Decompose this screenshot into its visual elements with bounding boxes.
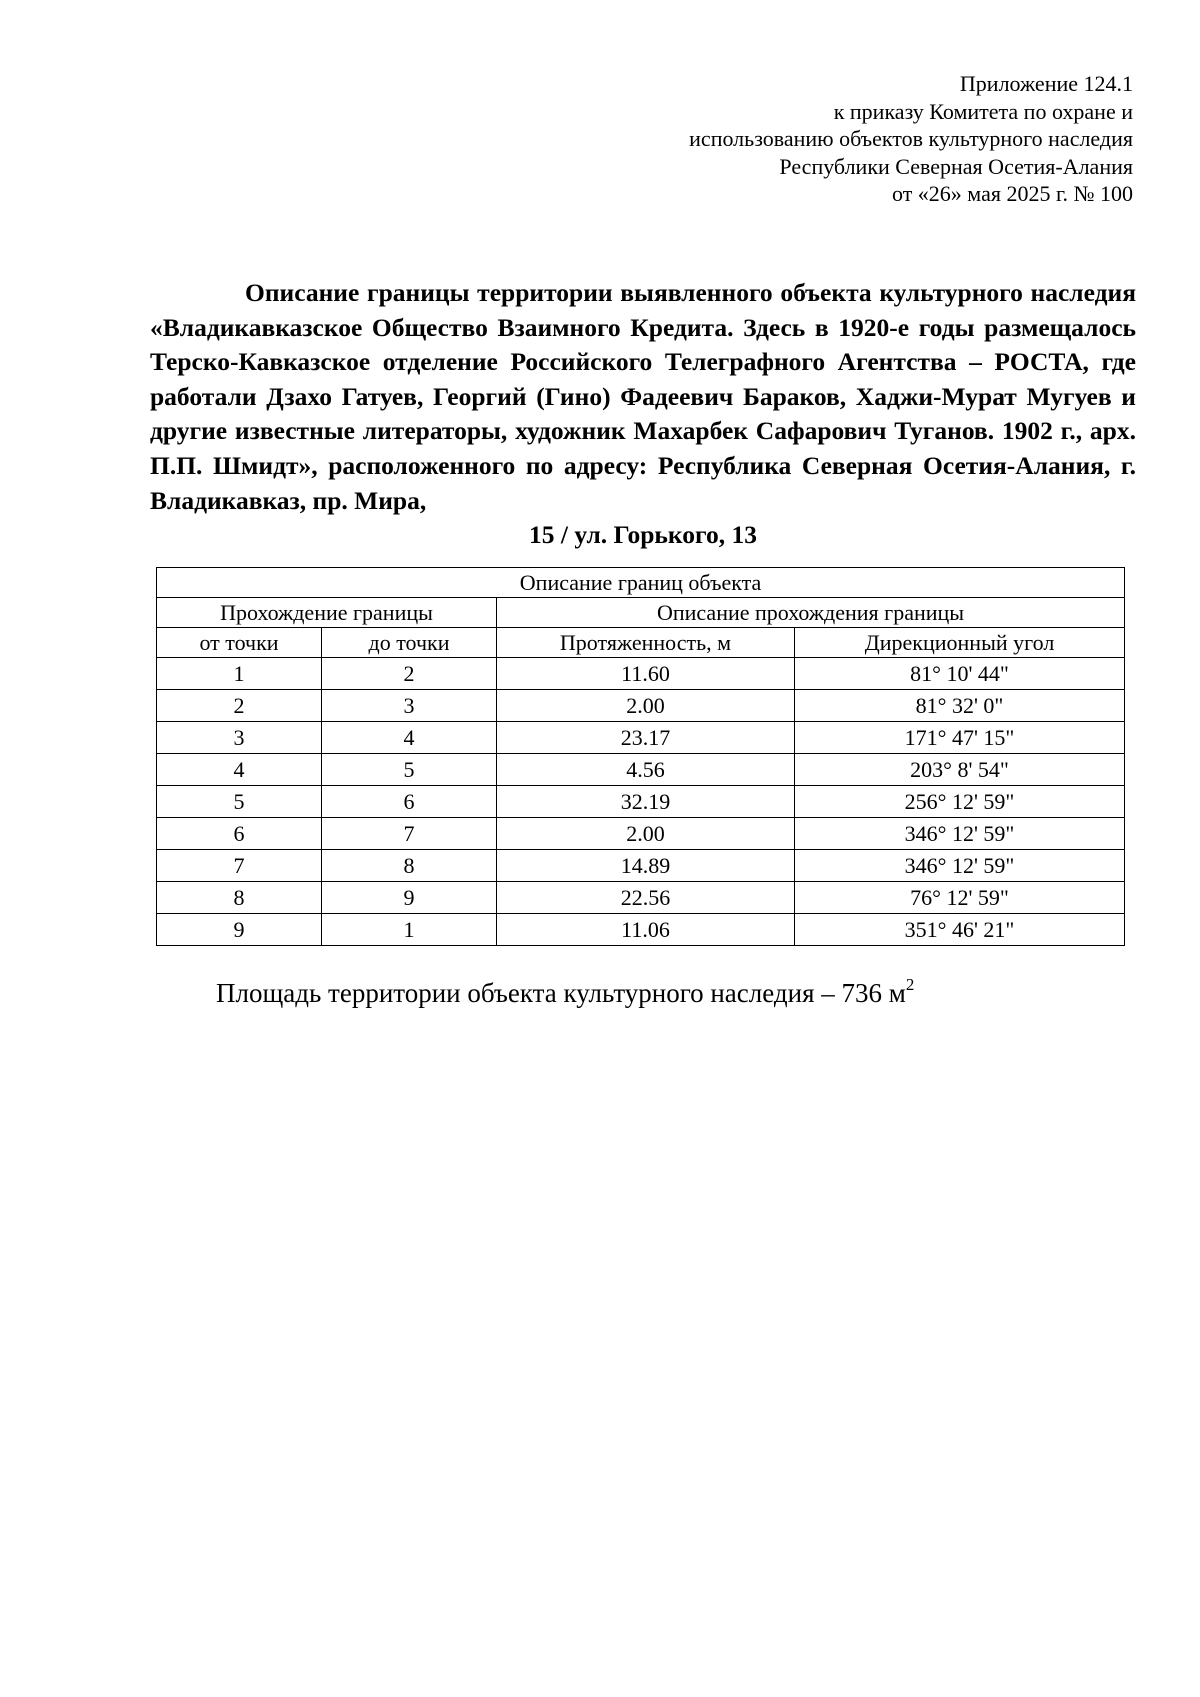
cell-length: 32.19: [497, 786, 795, 818]
cell-to: 3: [322, 690, 497, 722]
column-header-to: до точки: [322, 628, 497, 658]
cell-from: 4: [157, 754, 322, 786]
cell-angle: 171° 47' 15": [795, 722, 1125, 754]
cell-from: 3: [157, 722, 322, 754]
area-text: Площадь территории объекта культурного наследия – 736 м: [216, 978, 906, 1008]
table-group-header: Описание прохождения границы: [497, 598, 1125, 628]
table-row: [157, 690, 1125, 722]
cell-from: 1: [157, 658, 322, 690]
table-row: [157, 722, 1125, 754]
cell-length: 2.00: [497, 818, 795, 850]
cell-from: 7: [157, 850, 322, 882]
cell-angle: 203° 8' 54": [795, 754, 1125, 786]
title-last-line: 15 / ул. Горького, 13: [529, 520, 757, 550]
document-title: [150, 276, 1136, 553]
header-line: Приложение 124.1: [959, 71, 1133, 96]
table-row: [157, 786, 1125, 818]
header-line: от «26» мая 2025 г. № 100: [891, 181, 1133, 206]
cell-length: 2.00: [497, 690, 795, 722]
table-row: [157, 850, 1125, 882]
cell-angle: 81° 32' 0": [795, 690, 1125, 722]
header-line: Республики Северная Осетия-Алания: [779, 153, 1133, 179]
header-line: использованию объектов культурного наследия: [689, 126, 1133, 151]
cell-from: 2: [157, 690, 322, 722]
cell-to: 1: [322, 914, 497, 946]
table-group-header: Прохождение границы: [157, 598, 497, 628]
cell-to: 2: [322, 658, 497, 690]
cell-from: 5: [157, 786, 322, 818]
cell-to: 9: [322, 882, 497, 914]
cell-to: 8: [322, 850, 497, 882]
area-unit-superscript: 2: [905, 975, 915, 994]
column-header-from: от точки: [157, 628, 322, 658]
cell-angle: 346° 12' 59": [795, 818, 1125, 850]
cell-length: 22.56: [497, 882, 795, 914]
column-header-angle: Дирекционный угол: [795, 628, 1125, 658]
cell-from: 8: [157, 882, 322, 914]
cell-length: 11.60: [497, 658, 795, 690]
cell-angle: 351° 46' 21": [795, 914, 1125, 946]
cell-length: 14.89: [497, 850, 795, 882]
cell-from: 6: [157, 818, 322, 850]
table-caption: Описание границ объекта: [157, 568, 1125, 598]
cell-length: 23.17: [497, 722, 795, 754]
table-row: [157, 818, 1125, 850]
cell-angle: 81° 10' 44": [795, 658, 1125, 690]
table-row: [157, 882, 1125, 914]
boundary-table: [156, 567, 1125, 946]
table-row: [157, 914, 1125, 946]
area-statement: [216, 976, 914, 1010]
cell-angle: 76° 12' 59": [795, 882, 1125, 914]
cell-to: 4: [322, 722, 497, 754]
cell-to: 6: [322, 786, 497, 818]
appendix-header: [533, 70, 1133, 208]
table-row: [157, 658, 1125, 690]
cell-angle: 346° 12' 59": [795, 850, 1125, 882]
cell-length: 4.56: [497, 754, 795, 786]
column-header-length: Протяженность, м: [497, 628, 795, 658]
cell-to: 5: [322, 754, 497, 786]
header-line: к приказу Комитета по охране и: [833, 98, 1133, 124]
cell-length: 11.06: [497, 914, 795, 946]
cell-angle: 256° 12' 59": [795, 786, 1125, 818]
cell-to: 7: [322, 818, 497, 850]
cell-from: 9: [157, 914, 322, 946]
table-row: [157, 754, 1125, 786]
title-text: Описание границы территории выявленного объекта культурного наследия «Владикавказское Общество Взаимного Кредита. Здесь в 1920-е годы размещалось Терско-Кавказское отделение Российского Телеграфного Агентства – РОСТА, где работали Дзахо Гатуев, Георгий (Гино) Фадеевич Бараков, Хаджи-Мурат Мугуев и другие известные литераторы, художник Махарбек Сафарович Туганов. 1902 г., арх. П.П. Шмидт», расположенного по адресу: Республика Северная Осетия-Алания, г. Владикавказ, пр. Мира,: [150, 278, 1136, 515]
